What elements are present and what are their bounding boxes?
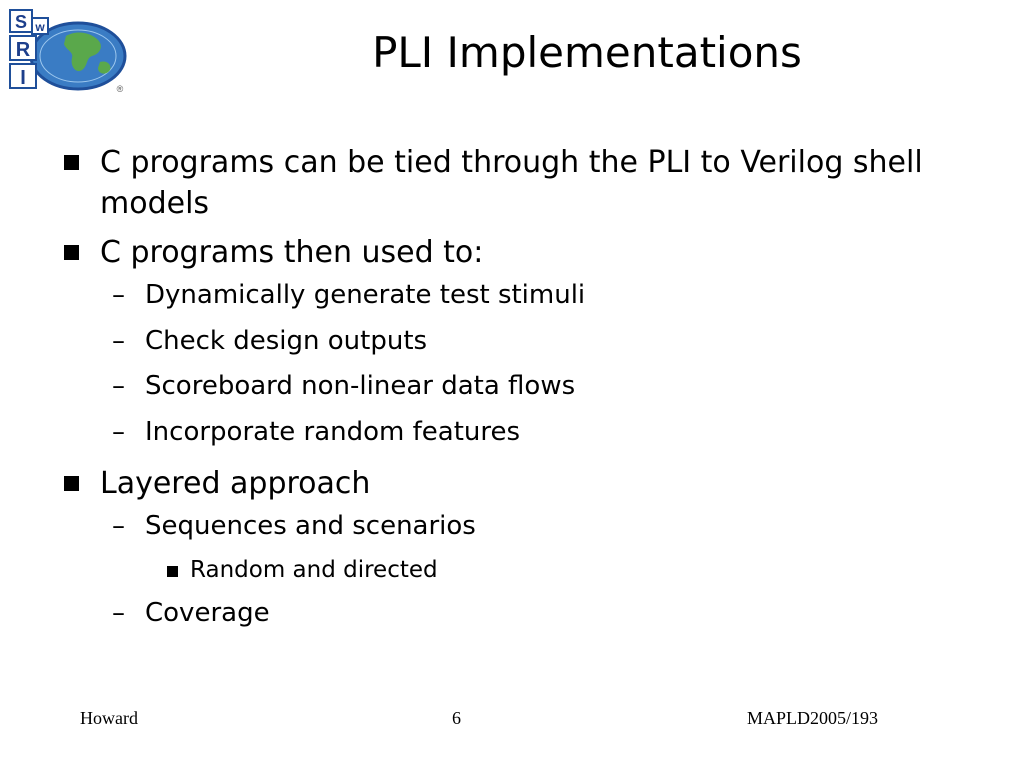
square-bullet-icon — [64, 245, 79, 260]
sub-bullet-item — [62, 410, 962, 456]
dash-bullet-icon: – — [112, 280, 125, 310]
bullet-text: Incorporate random features — [145, 416, 521, 447]
logo-letter-w: w — [35, 20, 45, 34]
square-bullet-icon — [167, 566, 178, 577]
bullet-text: Random and directed — [190, 556, 438, 583]
bullet-text: Dynamically generate test stimuli — [145, 280, 586, 310]
bullet-text: C programs can be tied through the PLI to Verilog shell models — [100, 145, 923, 221]
bullet-list — [62, 142, 962, 636]
bullet-text: Scoreboard non-linear data flows — [145, 371, 576, 401]
logo-letter-r: R — [15, 39, 31, 61]
footer-author: Howard — [80, 708, 138, 728]
footer-reference: MAPLD2005/193 — [747, 708, 879, 728]
sub-sub-bullet-item — [62, 550, 962, 591]
dash-bullet-icon: – — [112, 511, 125, 541]
sub-bullet-item — [62, 364, 962, 410]
bullet-item — [62, 232, 962, 273]
bullet-text: Sequences and scenarios — [145, 511, 476, 541]
logo-letter-s: S — [14, 12, 28, 32]
bullet-item — [62, 142, 962, 224]
sub-bullet-item — [62, 273, 962, 319]
square-bullet-icon — [64, 155, 79, 170]
bullet-item — [62, 463, 962, 504]
dash-bullet-icon: – — [112, 371, 125, 401]
logo-letter-i: I — [20, 67, 26, 89]
dash-bullet-icon: – — [112, 597, 125, 628]
sub-bullet-item — [62, 504, 962, 550]
dash-bullet-icon: – — [112, 416, 125, 447]
bullet-text: Check design outputs — [145, 325, 428, 356]
sub-bullet-item — [62, 591, 962, 637]
dash-bullet-icon: – — [112, 325, 125, 356]
bullet-text: C programs then used to: — [100, 235, 484, 270]
bullet-text: Layered approach — [100, 466, 371, 501]
bullet-text: Coverage — [145, 597, 270, 628]
footer-page-number: 6 — [452, 708, 461, 728]
square-bullet-icon — [64, 476, 79, 491]
slide-title: PLI Implementations — [372, 28, 802, 77]
swri-logo — [6, 6, 128, 94]
logo-registered-mark: ® — [116, 84, 124, 94]
sub-bullet-item — [62, 319, 962, 365]
